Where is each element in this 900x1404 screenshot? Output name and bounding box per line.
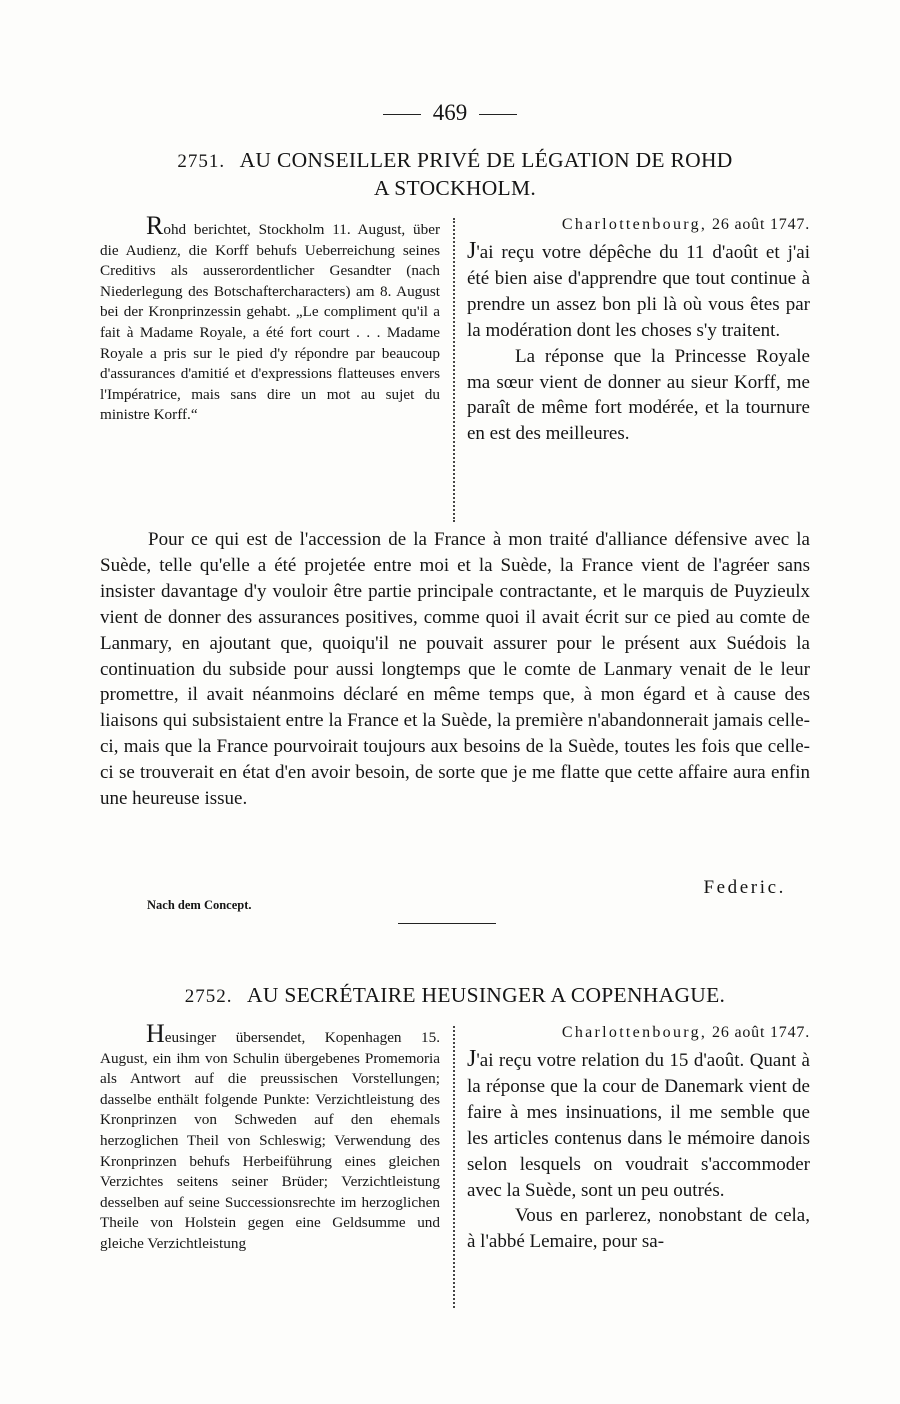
doc2-date-place: Charlottenbourg, (561, 1024, 708, 1041)
doc1-title-line2: A STOCKHOLM. (373, 176, 537, 200)
doc1-column-separator (453, 218, 455, 522)
doc1-signature: Federic. (703, 877, 786, 898)
doc1-para1-text: 'ai reçu votre dépêche du 11 d'août et j'ai été bien aise d'apprendre que tout continue à prendre un assez bon pli là où vous êtes par la modération dont les choses s'y traitent. (467, 242, 810, 341)
doc2-title: AU SECRÉTAIRE HEUSINGER A COPENHAGUE. (247, 983, 726, 1007)
doc2-dateline (467, 1022, 810, 1044)
doc1-number: 2751. (177, 151, 226, 172)
doc2-summary-initial: H (146, 1019, 165, 1048)
doc1-paragraph-3: Pour ce qui est de l'accession de la France à mon traité d'alliance défensive avec la Suède, telle qu'elle a été projetée entre moi et la Suède, la France vient de l'agréer sans insister davantage d'y vouloir être partie principale contractante, et le marquis de Puyzieulx vient de donner des assurances positives, comme quoi il avait écrit sur ce pied au comte de Lanmary, en ajoutant que, quoiqu'il ne pouvait assurer pour le présent aux Suédois la continuation du subside pour aussi longtemps que le comte de Lanmary venait de le leur promettre, il avait néanmoins déclaré en même temps que, à mon égard et à cause des liaisons qui subsistaient entre la France et la Suède, la première n'abandonnerait jamais celle-ci, mais que la France pourvoirait toujours aux besoins de la Suède, toutes les fois que celle-ci se trouverait en état d'en avoir besoin, de sorte que je me flatte que cette affaire aura enfin une heureuse issue. (100, 529, 810, 810)
doc1-paragraph-2: La réponse que la Princesse Royale ma sœur vient de donner au sieur Korff, me paraît de même fort modérée, et la tournure en est des meilleures. (467, 345, 810, 445)
section-divider-rule (398, 923, 496, 924)
page-number-dash-left (383, 114, 421, 115)
doc2-para1-text: 'ai reçu votre relation du 15 d'août. Quant à la réponse que la cour de Danemark vient de faire à mes insinuations, il me semble que les articles contenus dans le mémoire danois selon lesquels on voudrait s'accommoder avec la Suède, sont un peu outrés. (467, 1050, 810, 1201)
doc2-summary (100, 1019, 440, 1255)
doc1-para1-initial: J (467, 238, 477, 264)
doc2-number: 2752. (184, 986, 233, 1007)
doc1-summary (100, 211, 440, 426)
doc2-date-rest: 26 août 1747. (712, 1024, 810, 1041)
doc2-para1-initial: J (467, 1046, 477, 1072)
page-number-dash-right (479, 114, 517, 115)
doc2-column-separator (453, 1026, 455, 1308)
doc2-paragraph-2: Vous en parlerez, nonobstant de cela, à l'abbé Lemaire, pour sa- (467, 1205, 810, 1253)
doc1-summary-text: ohd berichtet, Stockholm 11. August, über die Audienz, die Korff behufs Ueberreichung seines Creditivs als ausserordentlicher Gesandter (nach Niederlegung des Botschaftercharacters) am 8. August bei der Kronprinzessin gehabt. „Le compliment qu'il a fait à Madame Royale, a été fort court . . . Madame Royale a pris sur le pied d'y répondre par beaucoup d'assurances d'amitié et d'expressions flatteuses envers l'Impératrice, mais sans dire un mot au sujet du ministre Korff.“ (100, 221, 440, 424)
doc1-letter-right (467, 214, 810, 447)
doc1-date-rest: 26 août 1747. (712, 216, 810, 233)
doc1-date-place: Charlottenbourg, (561, 216, 708, 233)
doc1-heading (100, 147, 810, 201)
doc2-paragraph-1 (467, 1047, 810, 1203)
doc2-summary-text: eusinger übersendet, Kopenhagen 15. August, ein ihm von Schulin übergebenes Promemoria als Antwort auf die preussischen Vorstellungen; dasselbe enthält folgende Punkte: Verzichtleistung des Kronprinzen von Schweden auf den ehemals herzoglichen Theil von Schleswig; Verwendung des Kronprinzen behufs Herbeiführung eines gleichen Verzichtes seitens seiner Brüder; Verzichtleistung desselben auf seine Successionsrechte im herzoglichen Theile von Holstein gegen eine Geldsumme und gleiche Verzichtleistung (100, 1029, 440, 1252)
page-number-value: 469 (432, 100, 468, 125)
page-number (0, 100, 900, 126)
doc1-title-line1: AU CONSEILLER PRIVÉ DE LÉGATION DE ROHD (239, 148, 733, 172)
doc2-letter-right (467, 1022, 810, 1255)
doc1-source-note: Nach dem Concept. (147, 898, 252, 912)
doc1-dateline (467, 214, 810, 236)
doc1-summary-initial: R (146, 211, 164, 240)
doc1-paragraph-1 (467, 239, 810, 344)
doc2-heading (100, 982, 810, 1010)
doc1-paragraph-3-block (100, 527, 810, 812)
